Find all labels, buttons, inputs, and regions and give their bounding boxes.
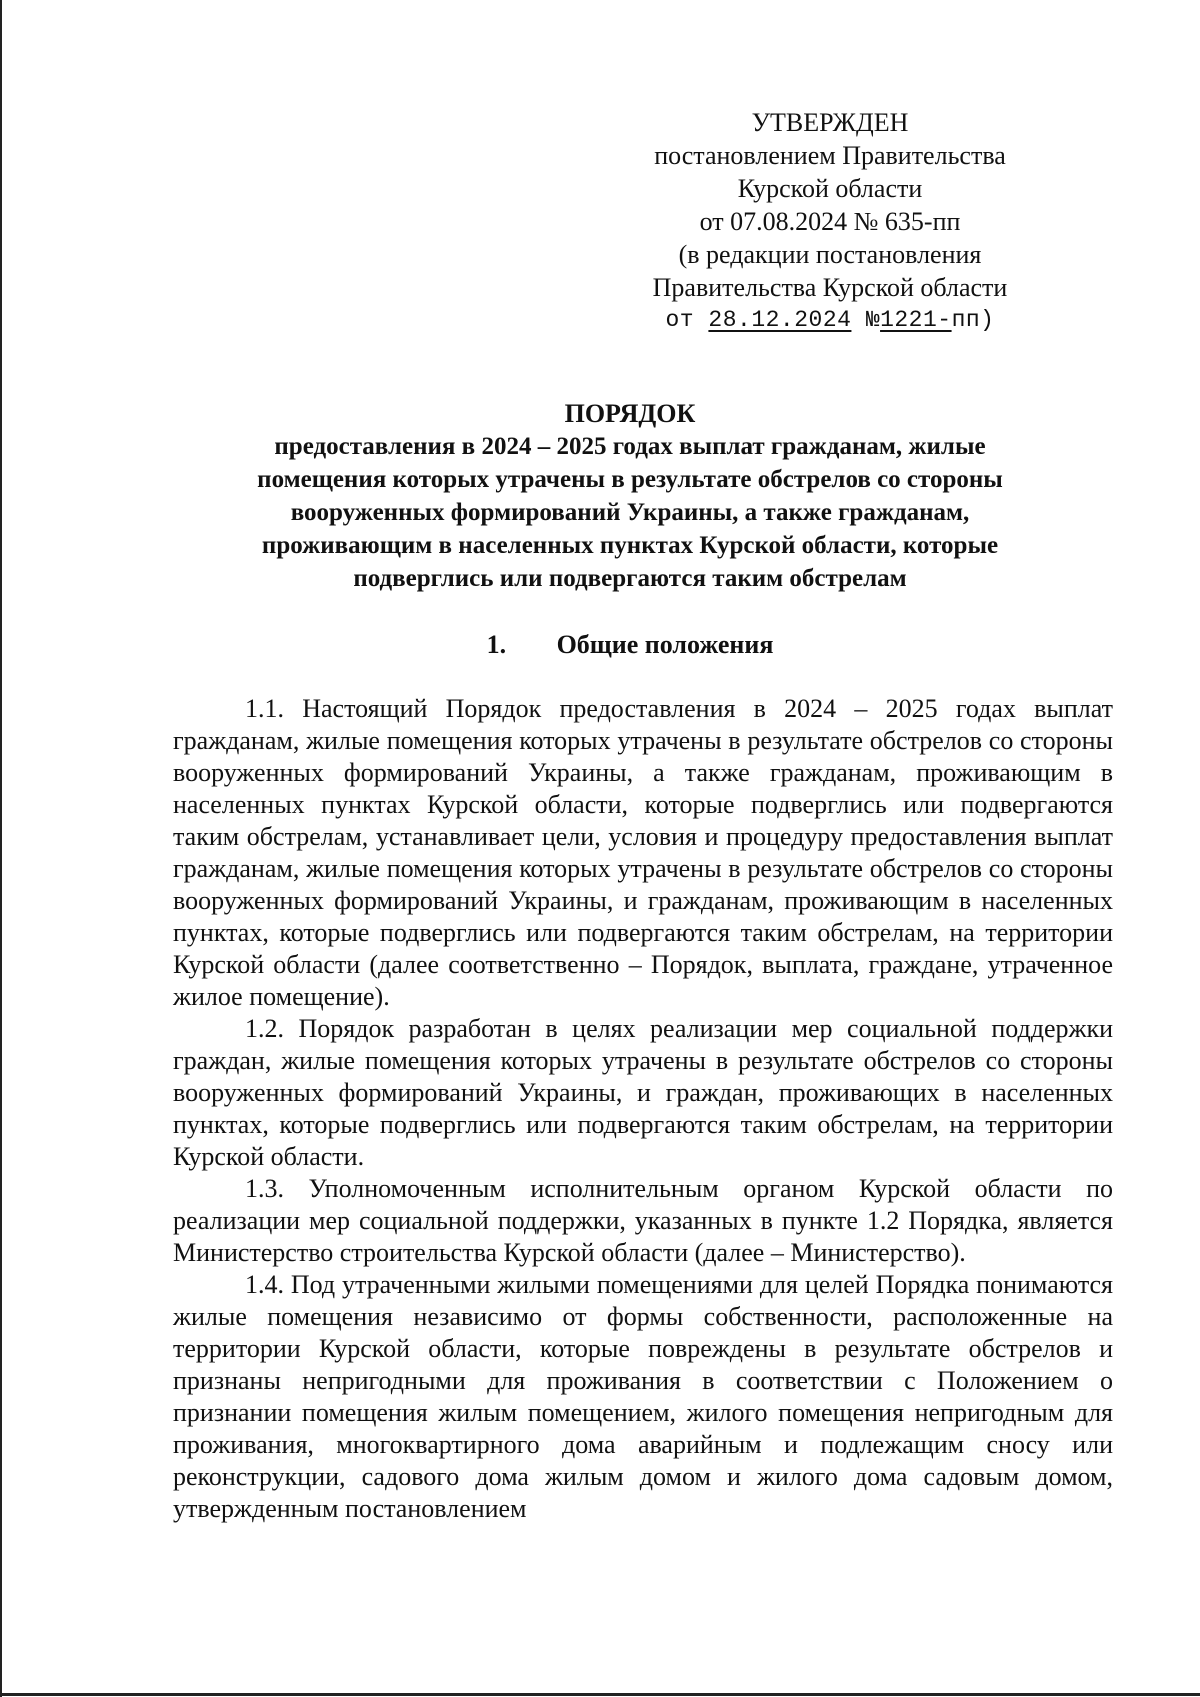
title-line: предоставления в 2024 – 2025 годах выплат гражданам, жилые	[274, 433, 986, 460]
title-line: проживающим в населенных пунктах Курской области, которые	[261, 532, 999, 559]
amendment-suffix: пп)	[951, 307, 995, 333]
document-title	[170, 397, 1090, 595]
approval-line: Курской области	[737, 174, 923, 203]
paragraph: 1.4. Под утраченными жилыми помещениями для целей Порядка понимаются жилые помещения независимо от формы собственности, расположенные на территории Курской области, которые повреждены в результате обстрелов и признаны непригодными для проживания в соответствии с Положением о признании помещения жилым помещением, жилого помещения непригодным для проживания, многоквартирного дома аварийным и подлежащим сносу или реконструкции, садового дома жилым домом и жилого дома садовым домом, утвержденным постановлением	[173, 1270, 1113, 1523]
scan-edge-bottom	[0, 1693, 1200, 1696]
approval-line: Правительства Курской области	[652, 273, 1008, 302]
paragraph: 1.2. Порядок разработан в целях реализации мер социальной поддержки граждан, жилые помещения которых утрачены в результате обстрелов со стороны вооруженных формирований Украины, и граждан, проживающих в населенных пунктах, которые подверглись или подвергаются таким обстрелам, на территории Курской области.	[173, 1014, 1113, 1171]
approval-line: от 07.08.2024 № 635-пп	[699, 207, 961, 236]
section-title: Общие положения	[556, 630, 774, 659]
scan-edge-left	[0, 0, 2, 1697]
amendment-date: 28.12.2024	[708, 307, 852, 333]
approval-line: постановлением Правительства	[654, 141, 1006, 170]
approval-line: УТВЕРЖДЕН	[751, 108, 909, 137]
amendment-prefix: от	[665, 307, 695, 333]
paragraph: 1.3. Уполномоченным исполнительным органом Курской области по реализации мер социальной поддержки, указанных в пункте 1.2 Порядка, является Министерство строительства Курской области (далее – Министерство).	[173, 1174, 1113, 1267]
approval-line: (в редакции постановления	[678, 240, 982, 269]
body-text	[173, 693, 1113, 1525]
paragraph: 1.1. Настоящий Порядок предоставления в 2024 – 2025 годах выплат гражданам, жилые помещения которых утрачены в результате обстрелов со стороны вооруженных формирований Украины, а также гражданам, проживающим в населенных пунктах Курской области, которые подверглись или подвергаются таким обстрелам, устанавливает цели, условия и процедуру предоставления выплат гражданам, жилые помещения которых утрачены в результате обстрелов со стороны вооруженных формирований Украины, и гражданам, проживающим в населенных пунктах, которые подверглись или подвергаются таким обстрелам, на территории Курской области (далее соответственно – Порядок, выплата, граждане, утраченное жилое помещение).	[173, 694, 1113, 1011]
section-heading	[170, 628, 1090, 661]
title-line: вооруженных формирований Украины, а также гражданам,	[290, 499, 970, 526]
amendment-number-sign: №	[865, 307, 881, 333]
title-main: ПОРЯДОК	[564, 399, 696, 428]
title-line: помещения которых утрачены в результате обстрелов со стороны	[257, 466, 1003, 493]
amendment-number: 1221-	[880, 307, 952, 333]
section-number: 1.	[486, 630, 507, 659]
approval-stamp	[620, 106, 1040, 337]
title-line: подверглись или подвергаются таким обстрелам	[353, 565, 907, 592]
amendment-line	[620, 304, 1040, 337]
